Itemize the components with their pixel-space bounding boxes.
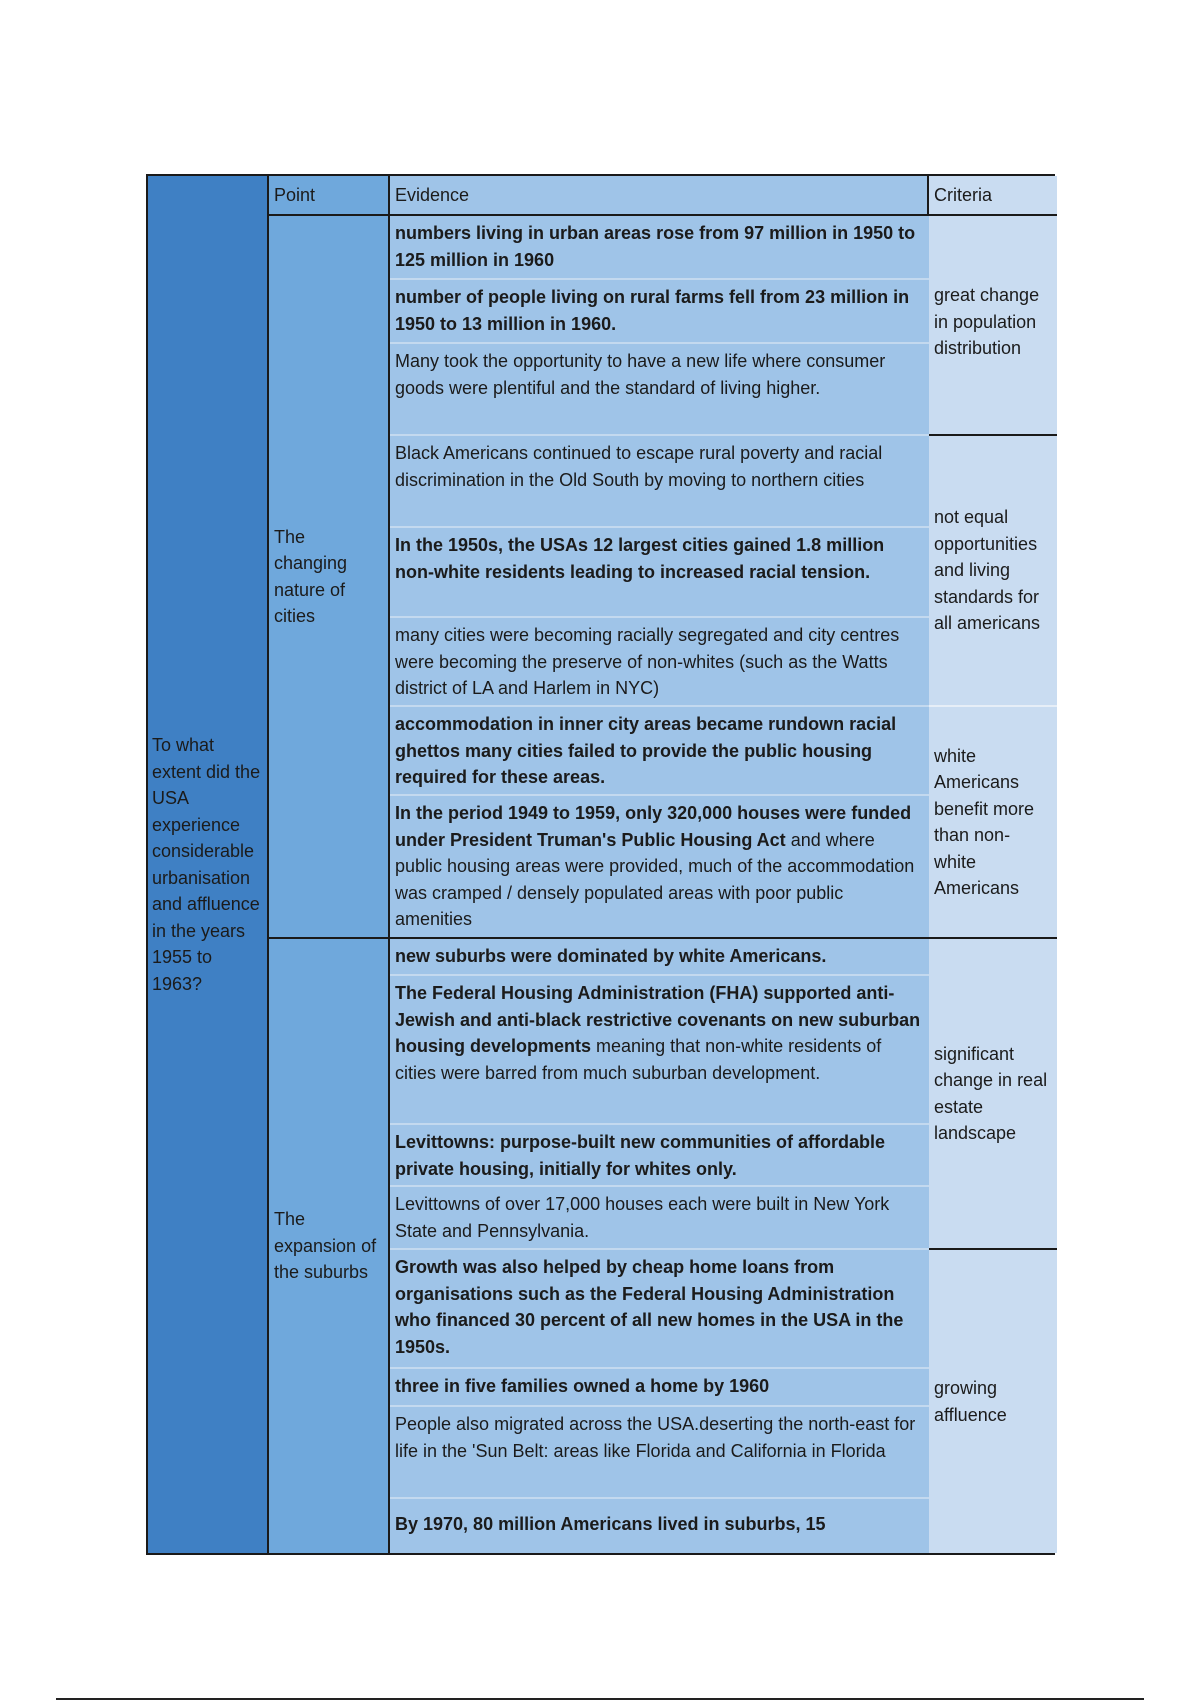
criteria-text: significant change in real estate landscape [934, 1043, 1048, 1143]
evidence-text: and where public housing areas were provided, much of the accommodation was cramped / densely populated areas with poor public amenities [395, 829, 915, 929]
evidence-cell [390, 1369, 929, 1407]
point-label: The expansion of the suburbs [274, 1209, 377, 1283]
evidence-cell [390, 1187, 929, 1250]
evidence-text: People also migrated across the USA.deserting the north-east for life in the 'Sun Belt: areas like Florida and California in Florida [395, 1414, 916, 1461]
evidence-cell [390, 1499, 929, 1553]
evidence-bold: By 1970, 80 million Americans lived in suburbs, 15 [395, 1514, 826, 1534]
evidence-cell [390, 528, 929, 618]
header-point [269, 176, 390, 216]
evidence-cell [390, 796, 929, 939]
point-cell-cities [269, 216, 390, 939]
evidence-bold: numbers living in urban areas rose from 97 million in 1950 to 125 million in 1960 [395, 223, 916, 270]
evidence-bold: Growth was also helped by cheap home loans from organisations such as the Federal Housing Administration who financed 30 percent of all new homes in the USA in the 1950s. [395, 1257, 904, 1357]
evidence-cell [390, 1125, 929, 1187]
evidence-cell [390, 344, 929, 436]
evidence-bold: accommodation in inner city areas became rundown racial ghettos many cities failed to provide the public housing required for these areas. [395, 714, 897, 787]
evidence-cell [390, 436, 929, 528]
header-criteria-label: Criteria [934, 184, 993, 205]
evidence-bold: The Federal Housing Administration (FHA) supported anti-Jewish and anti-black restrictive covenants on new suburban housing developments [395, 983, 921, 1056]
evidence-cell [390, 280, 929, 344]
criteria-text: great change in population distribution [934, 285, 1040, 358]
criteria-cell [929, 1250, 1057, 1553]
evidence-bold: three in five families owned a home by 1960 [395, 1376, 770, 1396]
criteria-text: white Americans benefit more than non-white Americans [934, 745, 1035, 898]
evidence-bold: number of people living on rural farms fell from 23 million in 1950 to 13 million in 1960. [395, 287, 910, 334]
evidence-cell [390, 618, 929, 707]
evidence-bold: Levittowns: purpose-built new communities of affordable private housing, initially for whites only. [395, 1132, 886, 1179]
evidence-bold: In the period 1949 to 1959, only 320,000 houses were funded under President Truman's Public Housing Act [395, 803, 912, 850]
analysis-table [146, 174, 1055, 1555]
evidence-text: Black Americans continued to escape rural poverty and racial discrimination in the Old South by moving to northern cities [395, 443, 883, 490]
point-label: The changing nature of cities [274, 526, 348, 626]
evidence-cell [390, 1407, 929, 1499]
evidence-text: meaning that non-white residents of cities were barred from much suburban development. [395, 1036, 882, 1083]
header-evidence-label: Evidence [395, 184, 470, 205]
header-point-label: Point [274, 184, 316, 205]
question-cell [148, 176, 269, 1553]
criteria-cell [929, 707, 1057, 939]
evidence-bold: In the 1950s, the USAs 12 largest cities gained 1.8 million non-white residents leading to increased racial tension. [395, 535, 885, 582]
criteria-cell [929, 216, 1057, 436]
question-text: To what extent did the USA experience considerable urbanisation and affluence in the years 1955 to 1963? [152, 735, 261, 994]
evidence-text: many cities were becoming racially segregated and city centres were becoming the preserve of non-whites (such as the Watts district of LA and Harlem in NYC) [395, 625, 900, 698]
criteria-text: not equal opportunities and living standards for all americans [934, 507, 1041, 634]
evidence-text: Levittowns of over 17,000 houses each were built in New York State and Pennsylvania. [395, 1194, 890, 1241]
header-evidence [390, 176, 929, 216]
evidence-text: Many took the opportunity to have a new life where consumer goods were plentiful and the standard of living higher. [395, 351, 886, 398]
header-criteria [929, 176, 1057, 216]
criteria-text: growing affluence [934, 1378, 1007, 1425]
point-cell-suburbs [269, 939, 390, 1553]
criteria-cell [929, 436, 1057, 707]
evidence-cell [390, 976, 929, 1125]
criteria-cell [929, 939, 1057, 1250]
evidence-cell [390, 216, 929, 280]
evidence-cell [390, 707, 929, 796]
evidence-cell [390, 939, 929, 976]
evidence-cell [390, 1250, 929, 1369]
evidence-bold: new suburbs were dominated by white Americans. [395, 946, 827, 966]
